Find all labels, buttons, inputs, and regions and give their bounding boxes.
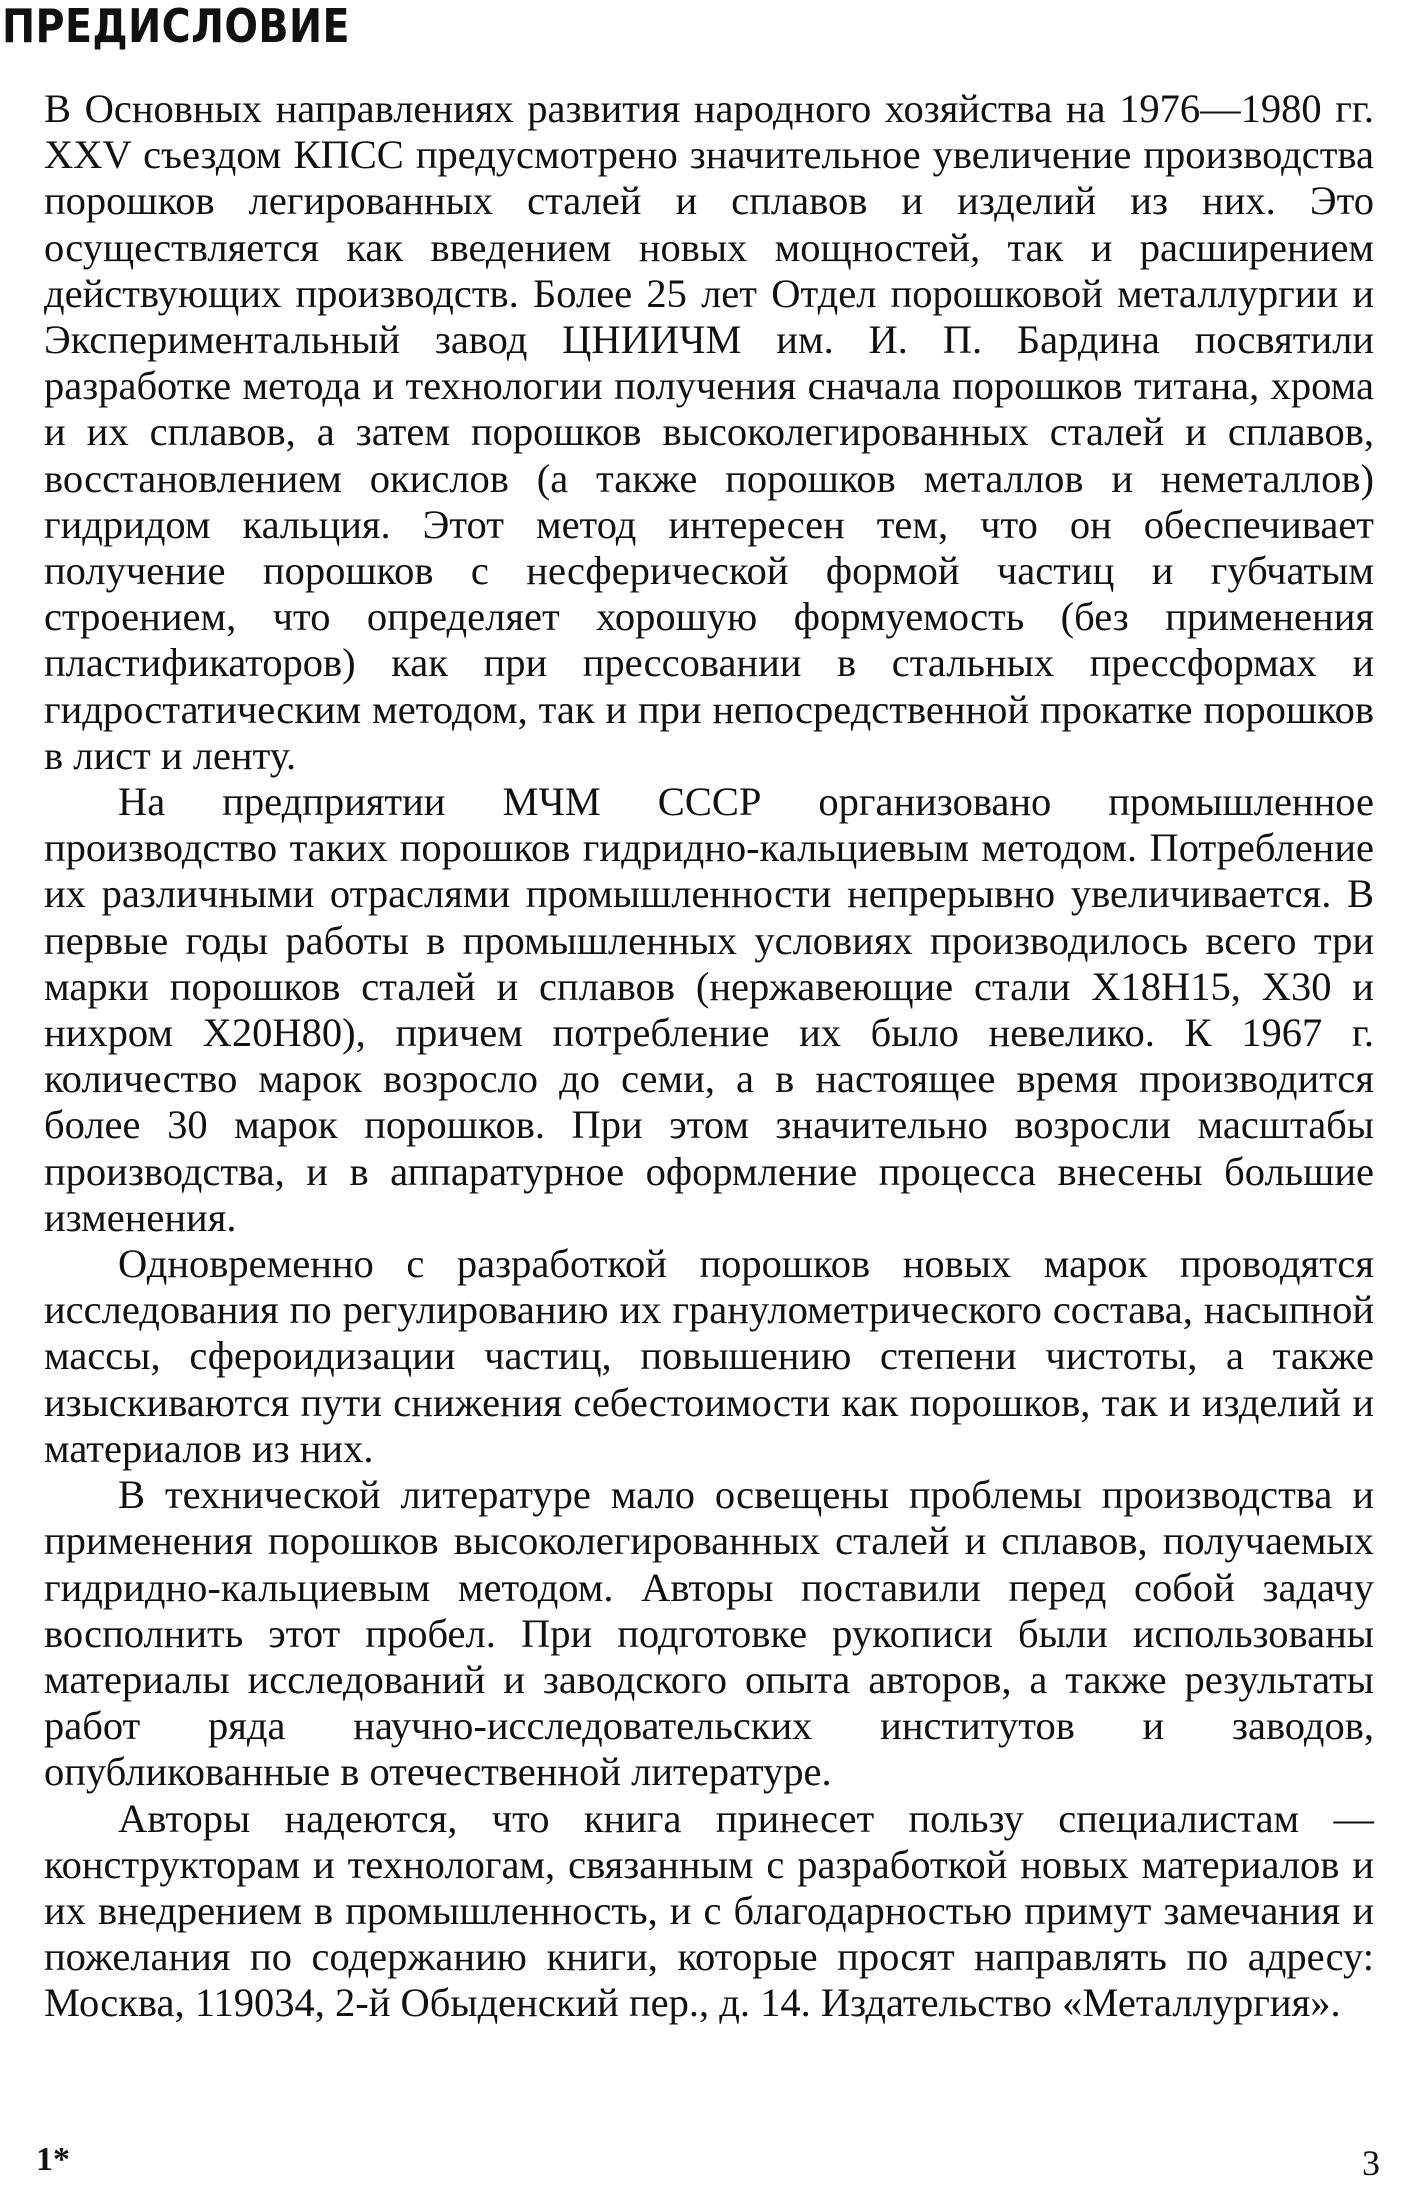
paragraph: Авторы надеются, что книга принесет пользу специалистам — конструкторам и технологам, связанным с разработкой новых материалов и их внедрением в промышленность, и с благодарностью примут замечания и пожелания по содержанию книги, которые просят направлять по адресу: Москва, 119034, 2-й Обыденский пер., д. 14. Издательство «Металлургия». [44,1795,1374,2026]
paragraph: На предприятии МЧМ СССР организовано промышленное производство таких порошков гидридно-кальциевым методом. Потребление их различными отраслями промышленности непрерывно увеличивается. В первые годы работы в промышленных условиях производилось всего три марки порошков сталей и сплавов (нержавеющие стали Х18Н15, Х30 и нихром Х20Н80), причем потребление их было невелико. К 1967 г. количество марок возросло до семи, а в настоящее время производится более 30 марок порошков. При этом значительно возросли масштабы производства, и в аппаратурное оформление процесса внесены большие изменения. [44,779,1374,1240]
signature-mark: 1* [36,2141,70,2178]
body-text [44,86,1374,2027]
paragraph: Одновременно с разработкой порошков новых марок проводятся исследования по регулированию их гранулометрического состава, насыпной массы, сфероидизации частиц, повышению степени чистоты, а также изыскиваются пути снижения себестоимости как порошков, так и изделий и материалов из них. [44,1241,1374,1471]
paragraph: В технической литературе мало освещены проблемы производства и применения порошков высоколегированных сталей и сплавов, получаемых гидридно-кальциевым методом. Авторы поставили перед собой задачу восполнить этот пробел. При подготовке рукописи были использованы материалы исследований и заводского опыта авторов, а также результаты работ ряда научно-исследовательских институтов и заводов, опубликованные в отечественной литературе. [44,1472,1374,1795]
page-number: 3 [1362,2143,1380,2183]
paragraph: В Основных направлениях развития народного хозяйства на 1976—1980 гг. XXV съездом КПСС предусмотрено значительное увеличение производства порошков легированных сталей и сплавов и изделий из них. Это осуществляется как введением новых мощностей, так и расширением действующих производств. Более 25 лет Отдел порошковой металлургии и Экспериментальный завод ЦНИИЧМ им. И. П. Бардина посвятили разработке метода и технологии получения сначала порошков титана, хрома и их сплавов, а затем порошков высоколегированных сталей и сплавов, восстановлением окислов (а также порошков металлов и неметаллов) гидридом кальция. Этот метод интересен тем, что он обеспечивает получение порошков с несферической формой частиц и губчатым строением, что определяет хорошую формуемость (без применения пластификаторов) как при прессовании в стальных прессформах и гидростатическим методом, так и при непосредственной прокатке порошков в лист и ленту. [44,86,1374,778]
section-heading: ПРЕДИСЛОВИЕ [2,0,351,53]
